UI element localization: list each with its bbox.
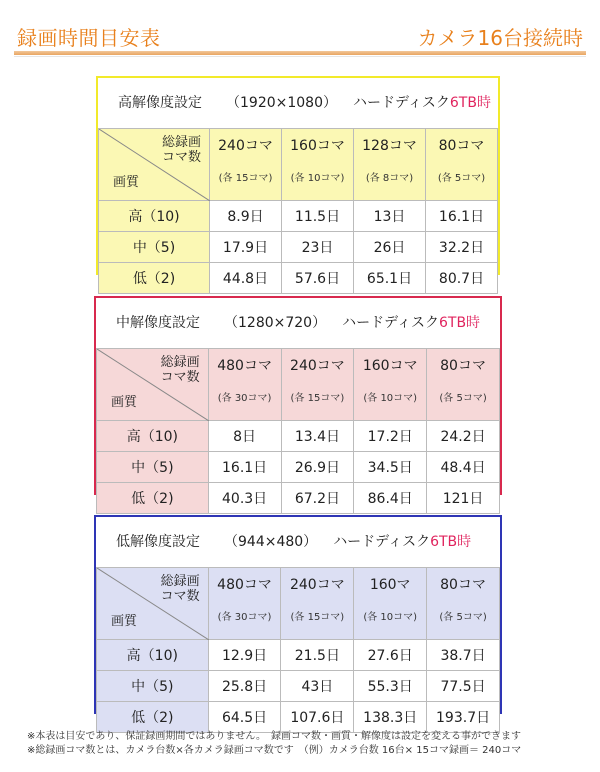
retention-days: 25.8日 [208,671,281,702]
table-row [99,263,498,294]
column-per-camera: (各 15コマ) [218,173,273,184]
resolution-table-0 [96,76,500,287]
corner-cell [99,129,210,201]
table-row [97,640,500,671]
retention-days: 17.2日 [354,421,427,452]
corner-quality-label: 画質 [111,395,138,410]
retention-days: 12.9日 [208,640,281,671]
retention-days: 17.9日 [210,232,282,263]
resolution-value: （1920×1080） [226,95,337,111]
page-title: 録画時間目安表 [17,26,161,50]
table-row [97,421,500,452]
corner-frames-label [161,574,200,604]
drive-capacity: 6TB時 [438,315,481,331]
retention-days: 27.6日 [354,640,427,671]
corner-cell [97,349,209,421]
column-frames: 80コマ [440,358,486,374]
retention-days: 32.2日 [426,232,498,263]
corner-frames-line1: 総録画 [160,355,200,370]
retention-days: 16.1日 [426,201,498,232]
drive-capacity: 6TB時 [430,534,472,550]
retention-days: 13日 [354,201,426,232]
table-row [97,452,500,483]
retention-days: 8.9日 [210,201,282,232]
header-rule-shadow [14,56,586,57]
retention-days: 48.4日 [427,452,500,483]
footnote-1: ※本表は目安であり、保証録画期間ではありません。 録画コマ数・画質・解像度は設定を変える事ができます [27,731,521,742]
retention-days: 38.7日 [427,640,500,671]
corner-frames-line1: 総録画 [160,574,200,589]
column-per-camera: (各 5コマ) [437,173,486,184]
table-row [97,483,500,514]
quality-label: 低（2) [99,263,210,294]
resolution-label: 高解像度設定 [118,95,202,111]
column-frames: 240コマ [289,577,345,593]
header-rule [14,51,586,55]
retention-days: 86.4日 [354,483,427,514]
column-per-camera: (各 15コマ) [290,612,345,623]
corner-quality-label: 画質 [111,614,138,629]
resolution-table-1 [94,296,502,507]
column-frames: 128コマ [362,138,417,154]
column-frames: 80コマ [438,138,485,154]
retention-days: 77.5日 [427,671,500,702]
retention-days: 16.1日 [208,452,281,483]
retention-days: 65.1日 [354,263,426,294]
column-header [282,129,354,201]
column-per-camera: (各 10コマ) [290,173,345,184]
column-per-camera: (各 30コマ) [217,612,272,623]
resolution-label: 低解像度設定 [116,534,200,550]
corner-quality-label: 画質 [113,175,140,190]
retention-days: 34.5日 [354,452,427,483]
table-caption [98,78,498,129]
retention-grid [96,567,500,733]
retention-days: 57.6日 [282,263,354,294]
retention-days: 121日 [427,483,500,514]
resolution-table-2 [94,515,502,726]
retention-days: 193.7日 [427,702,500,733]
table-row [97,702,500,733]
retention-days: 80.7日 [426,263,498,294]
retention-days: 64.5日 [208,702,281,733]
column-frames: 80コマ [440,577,486,593]
column-frames: 240コマ [218,138,273,154]
table-row [97,671,500,702]
resolution-value: （944×480） [224,534,318,550]
quality-label: 低（2) [97,702,209,733]
retention-days: 11.5日 [282,201,354,232]
page-header [0,0,600,62]
column-per-camera: (各 8コマ) [365,173,414,184]
column-header [281,349,354,421]
column-header [208,568,281,640]
retention-days: 24.2日 [427,421,500,452]
table-row [99,232,498,263]
column-per-camera: (各 10コマ) [363,612,418,623]
column-header [354,349,427,421]
table-row [99,201,498,232]
column-header [426,129,498,201]
retention-days: 26.9日 [281,452,354,483]
column-per-camera: (各 5コマ) [439,612,487,623]
column-frames: 160コマ [290,138,345,154]
retention-days: 8日 [208,421,281,452]
quality-label: 高（10) [97,421,209,452]
corner-frames-line2: コマ数 [161,150,201,165]
column-header [281,568,354,640]
retention-days: 21.5日 [281,640,354,671]
column-per-camera: (各 5コマ) [439,393,487,404]
column-header [208,349,281,421]
footnote-2: ※総録画コマ数とは、カメラ台数×各カメラ録画コマ数です （例）カメラ台数 16台× 15コマ録画＝ 240コマ [27,745,522,756]
retention-days: 23日 [282,232,354,263]
corner-frames-line2: コマ数 [160,589,200,604]
retention-days: 107.6日 [281,702,354,733]
footnotes [27,730,521,758]
column-frames: 240コマ [290,358,345,374]
corner-frames-label [161,355,200,385]
retention-days: 67.2日 [281,483,354,514]
column-per-camera: (各 10コマ) [363,393,418,404]
column-frames: 480コマ [217,358,272,374]
resolution-value: （1280×720） [224,315,327,331]
retention-days: 40.3日 [208,483,281,514]
column-per-camera: (各 15コマ) [290,393,345,404]
column-header [427,349,500,421]
table-caption [96,298,500,349]
drive-label: ハードディスク [342,315,439,331]
quality-label: 高（10) [97,640,209,671]
drive-capacity: 6TB時 [449,95,491,111]
column-header [354,129,426,201]
column-header [210,129,282,201]
column-per-camera: (各 30コマ) [217,393,272,404]
quality-label: 中（5) [99,232,210,263]
column-header [354,568,427,640]
retention-days: 138.3日 [354,702,427,733]
quality-label: 低（2) [97,483,209,514]
drive-label: ハードディスク [333,534,431,550]
column-header [427,568,500,640]
retention-days: 55.3日 [354,671,427,702]
retention-grid [96,348,500,514]
quality-label: 中（5) [97,452,209,483]
retention-days: 44.8日 [210,263,282,294]
retention-grid [98,128,498,294]
table-caption [96,517,500,568]
page-subtitle: カメラ16台接続時 [417,26,583,50]
corner-frames-line2: コマ数 [160,370,200,385]
corner-frames-label [162,135,201,165]
corner-cell [97,568,209,640]
quality-label: 高（10) [99,201,210,232]
column-frames: 160コマ [362,358,418,374]
column-frames: 160マ [369,577,411,593]
column-frames: 480コマ [217,577,272,593]
retention-days: 43日 [281,671,354,702]
quality-label: 中（5) [97,671,209,702]
retention-days: 26日 [354,232,426,263]
corner-frames-line1: 総録画 [161,135,201,150]
retention-days: 13.4日 [281,421,354,452]
drive-label: ハードディスク [353,95,450,111]
resolution-label: 中解像度設定 [116,315,200,331]
